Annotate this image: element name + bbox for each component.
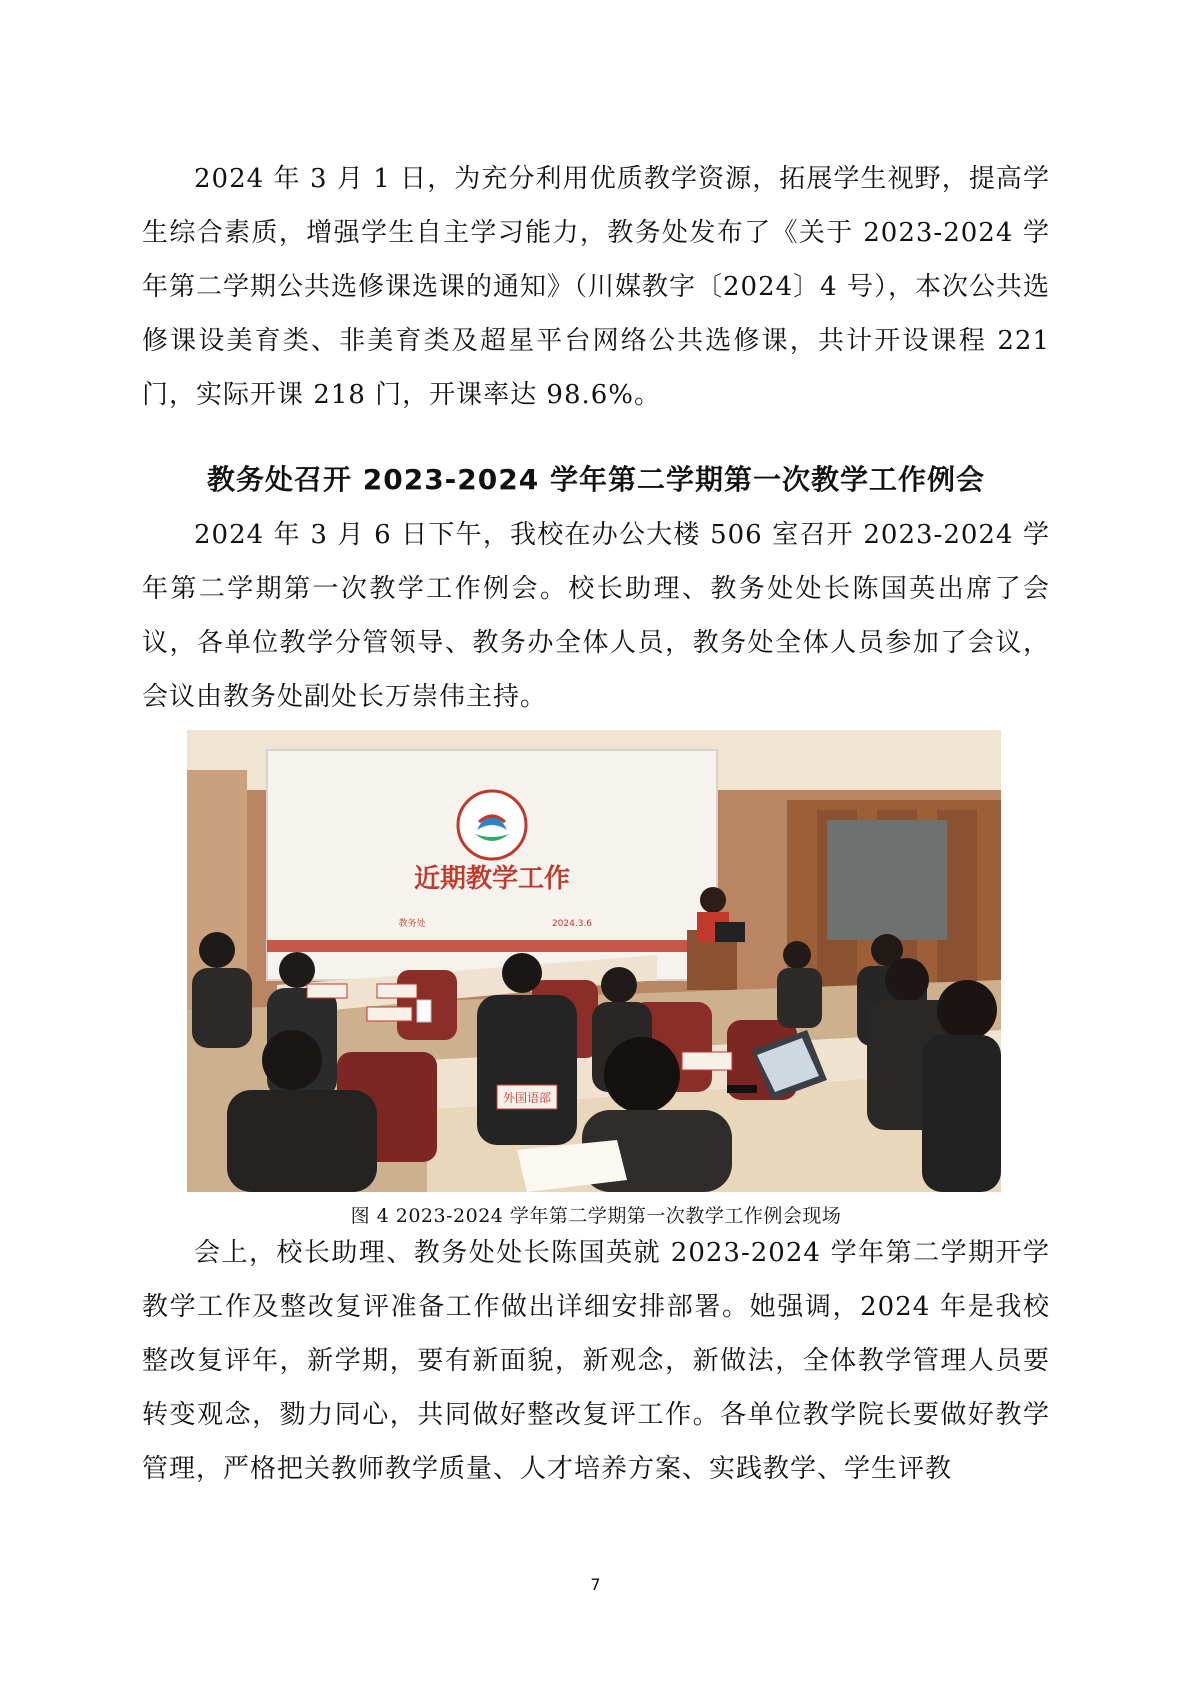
meeting-photo <box>187 730 1001 1192</box>
photo-caption: 图 4 2023-2024 学年第二学期第一次教学工作例会现场 <box>350 1205 842 1227</box>
screen-footer-right: 2024.3.6 <box>551 919 593 929</box>
paragraph-meeting-content: 会上，校长助理、教务处处长陈国英就 2023-2024 学年第二学期开学教学工作及整改复评准备工作做出详细安排部署。她强调，2024 年是我校整改复评年，新学期，要有新面貌，新观念，新做法，全体教学管理人员要转变观念，勠力同心，共同做好整改复评工作。各单位教学院长要做好教学管理，严格把关教师教学质量、人才培养方案、实践教学、学生评教 <box>142 1238 1050 1484</box>
paragraph-course-selection: 2024 年 3 月 1 日，为充分利用优质教学资源，拓展学生视野，提高学生综合素质，增强学生自主学习能力，教务处发布了《关于 2023-2024 学年第二学期公共选修课选课的通知》（川媒教字〔2024〕4 号），本次公共选修课设美育类、非美育类及超星平台网络公共选修课，共计开设课程 221 门，实际开课 218 门，开课率达 98.6%。 <box>142 164 1050 410</box>
nameplate-text: 外国语部 <box>502 1091 552 1105</box>
screen-footer-left: 教务处 <box>398 919 426 929</box>
page-number: 7 <box>590 1575 601 1594</box>
paragraph-meeting-intro: 2024 年 3 月 6 日下午，我校在办公大楼 506 室召开 2023-2024 学年第二学期第一次教学工作例会。校长助理、教务处处长陈国英出席了会议，各单位教学分管领导、教务办全体人员，教务处全体人员参加了会议，会议由教务处副处长万崇伟主持。 <box>142 520 1050 712</box>
section-heading: 教务处召开 2023-2024 学年第二学期第一次教学工作例会 <box>207 463 985 496</box>
screen-title: 近期教学工作 <box>413 864 571 894</box>
